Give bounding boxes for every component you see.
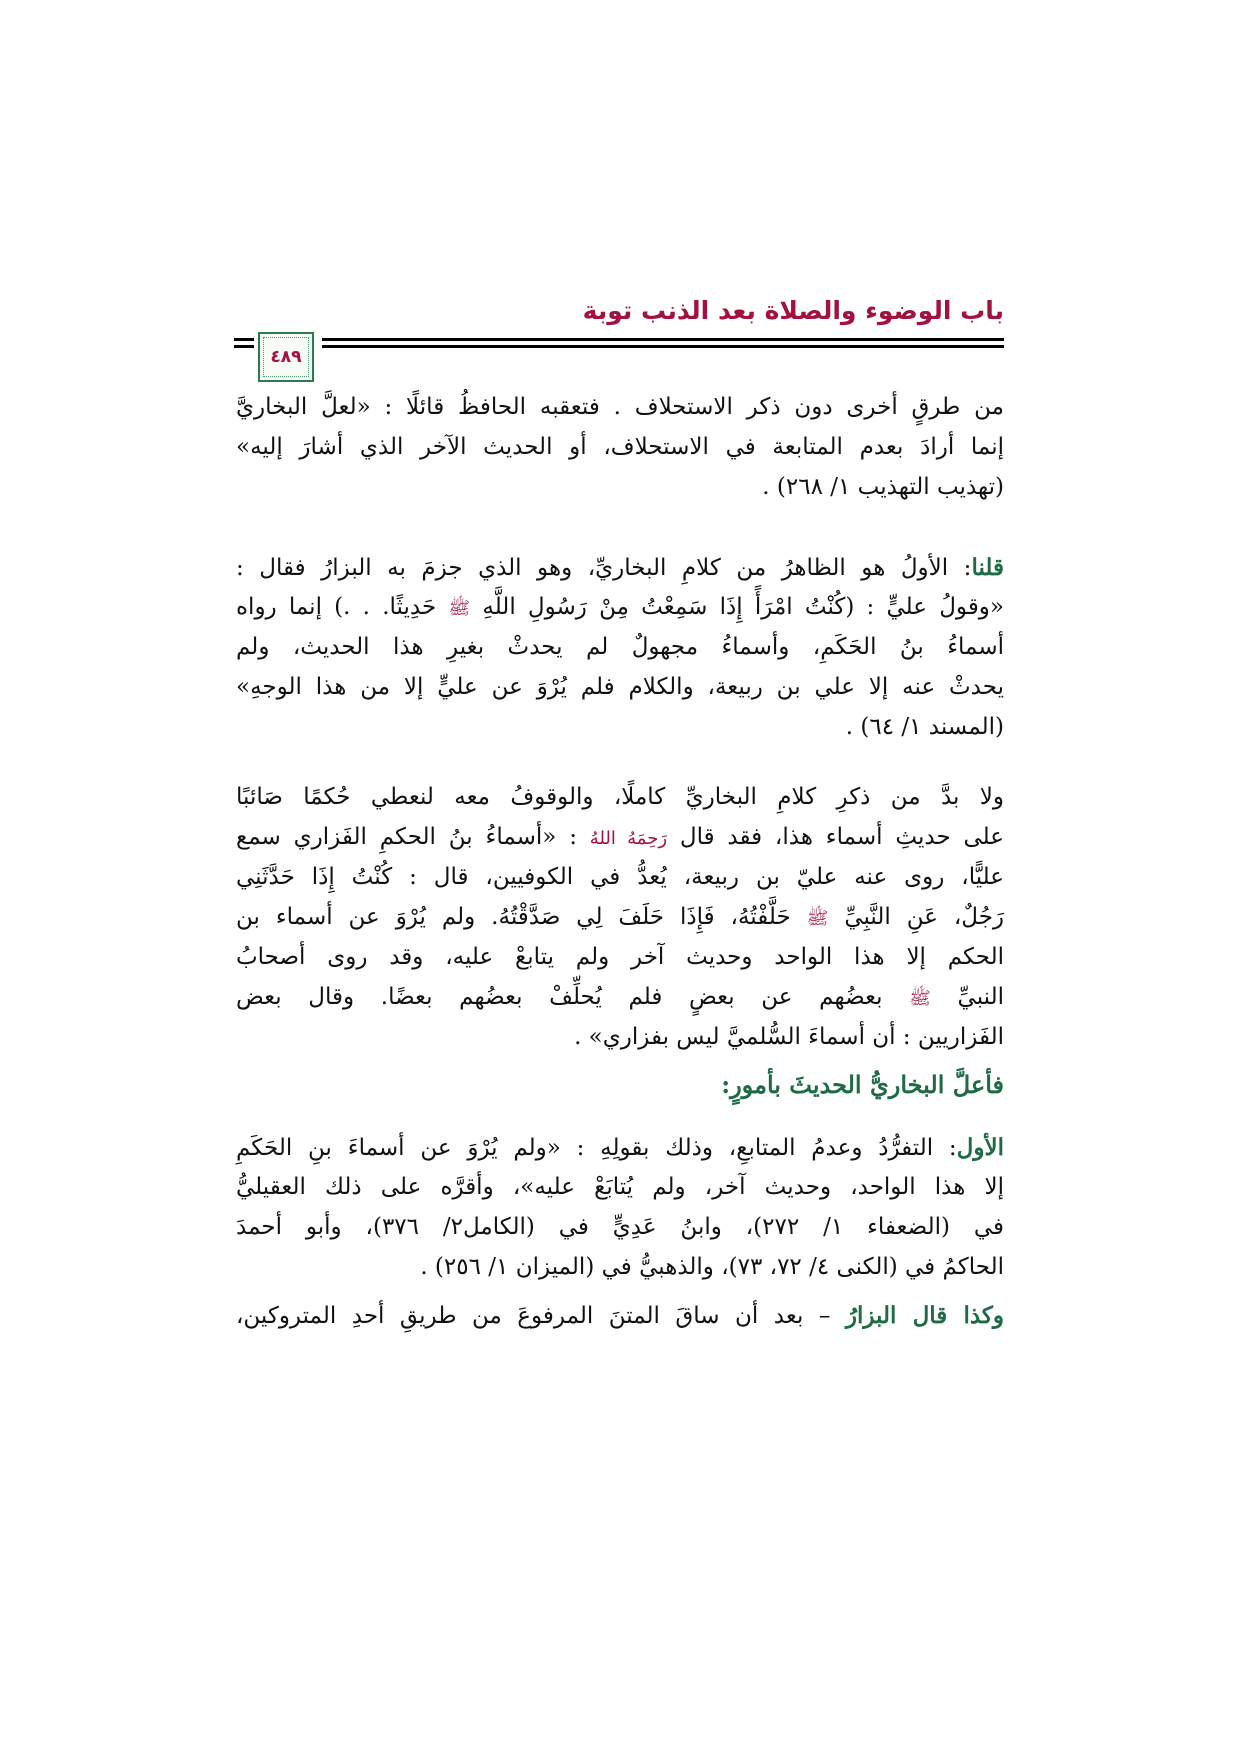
lead-word: وكذا قال البزارُ — [845, 1302, 1004, 1329]
text-line: (المسند ١/ ٦٤) . — [845, 714, 1004, 740]
saw-symbol: ﷺ — [909, 988, 931, 1009]
text: : «أسماءُ بنُ الحكمِ الفَزاري سمع — [236, 824, 577, 850]
text-line — [236, 554, 1004, 581]
text: بعضُهم عن بعضٍ فلم يُحلِّفْ بعضُهم بعضًا. وقال بعض — [236, 984, 883, 1010]
text: «وقولُ عليٍّ : (كُنْتُ امْرَأً إِذَا سَمِعْتُ مِنْ رَسُولِ اللَّهِ — [482, 594, 1004, 620]
text-line: الفَزاريين : أن أسماءَ السُّلميَّ ليس بفزاري» . — [574, 1024, 1004, 1050]
header-rule — [322, 338, 1004, 341]
text-line: (تهذيب التهذيب ١/ ٢٦٨) . — [762, 474, 1004, 500]
text-line — [236, 984, 1004, 1013]
text-line: في (الضعفاء ١/ ٢٧٢)، وابنُ عَدِيٍّ في (الكامل٢/ ٣٧٦)، وأبو أحمدَ — [236, 1214, 1004, 1240]
text-line — [236, 824, 1004, 850]
text: – بعد أن ساقَ المتنَ المرفوعَ من طريقِ أحدِ المتروكين، — [236, 1303, 846, 1329]
text-line: إلا هذا الواحد، وحديث آخر، ولم يُتابَعْ عليه»، وأقرَّه على ذلك العقيليُّ — [236, 1174, 1004, 1200]
text-line — [236, 594, 1004, 623]
text: حَدِيثًا. . .) إنما رواه — [236, 594, 437, 620]
text: رَجُلٌ، عَنِ النَّبِيِّ — [844, 904, 1005, 930]
text-line — [236, 904, 1004, 933]
lead-word: قلنا — [971, 554, 1004, 581]
text: حَلَّفْتُهُ، فَإِذَا حَلَفَ لِي صَدَّقْتُهُ. ولم يُرْوَ عن أسماء بن — [236, 904, 791, 930]
saw-symbol: ﷺ — [448, 598, 471, 619]
rahimahullah-symbol: رَحِمَهُ اللهُ — [589, 828, 668, 849]
text: النبيِّ — [957, 984, 1004, 1010]
text-line: ولا بدَّ من ذكرِ كلامِ البخاريِّ كاملًا، والوقوفُ معه لنعطي حُكمًا صَائبًا — [236, 784, 1004, 810]
header-rule — [322, 345, 1004, 348]
text: : الأولُ هو الظاهرُ من كلامِ البخاريِّ، وهو الذي جزمَ به البزارُ فقال : — [236, 555, 972, 581]
text-line — [236, 1134, 1004, 1161]
section-heading: فأعلَّ البخاريُّ الحديثَ بأمورٍ: — [721, 1070, 1004, 1099]
lead-word: الأول — [956, 1134, 1004, 1161]
text-line: عليًّا، روى عنه عليّ بن ربيعة، يُعدُّ في الكوفيين، قال : كُنْتُ إِذَا حَدَّثَنِي — [236, 864, 1004, 890]
header-rule — [234, 345, 254, 348]
text-line: الحكم إلا هذا الواحد وحديث آخر ولم يتابعْ عليه، وقد روى أصحابُ — [236, 944, 1004, 970]
text-line: أسماءُ بنُ الحَكَمِ، وأسماءُ مجهولٌ لم يحدثْ بغيرِ هذا الحديث، ولم — [236, 634, 1004, 660]
text-line: إنما أرادَ بعدم المتابعة في الاستحلاف، أو الحديث الآخر الذي أشارَ إليه» — [236, 434, 1004, 460]
text-line: يحدثْ عنه إلا علي بن ربيعة، والكلام فلم يُرْوَ عن عليٍّ إلا من هذا الوجهِ» — [236, 674, 1004, 700]
header-rule — [234, 338, 254, 341]
text-line — [236, 1302, 1004, 1329]
saw-symbol: ﷺ — [806, 908, 829, 929]
text: على حديثِ أسماء هذا، فقد قال — [679, 824, 1005, 850]
chapter-title: باب الوضوء والصلاة بعد الذنب توبة — [582, 296, 1004, 325]
text-line: من طرقٍ أخرى دون ذكر الاستحلاف . فتعقبه الحافظُ قائلًا : «لعلَّ البخاريَّ — [236, 394, 1004, 420]
text-line: الحاكمُ في (الكنى ٤/ ٧٢، ٧٣)، والذهبيُّ في (الميزان ١/ ٢٥٦) . — [420, 1254, 1004, 1280]
text: : التفرُّدُ وعدمُ المتابعِ، وذلك بقولِهِ : «ولم يُرْوَ عن أسماءَ بنِ الحَكَمِ — [236, 1135, 957, 1161]
page-number: ٤٨٩ — [258, 332, 314, 382]
